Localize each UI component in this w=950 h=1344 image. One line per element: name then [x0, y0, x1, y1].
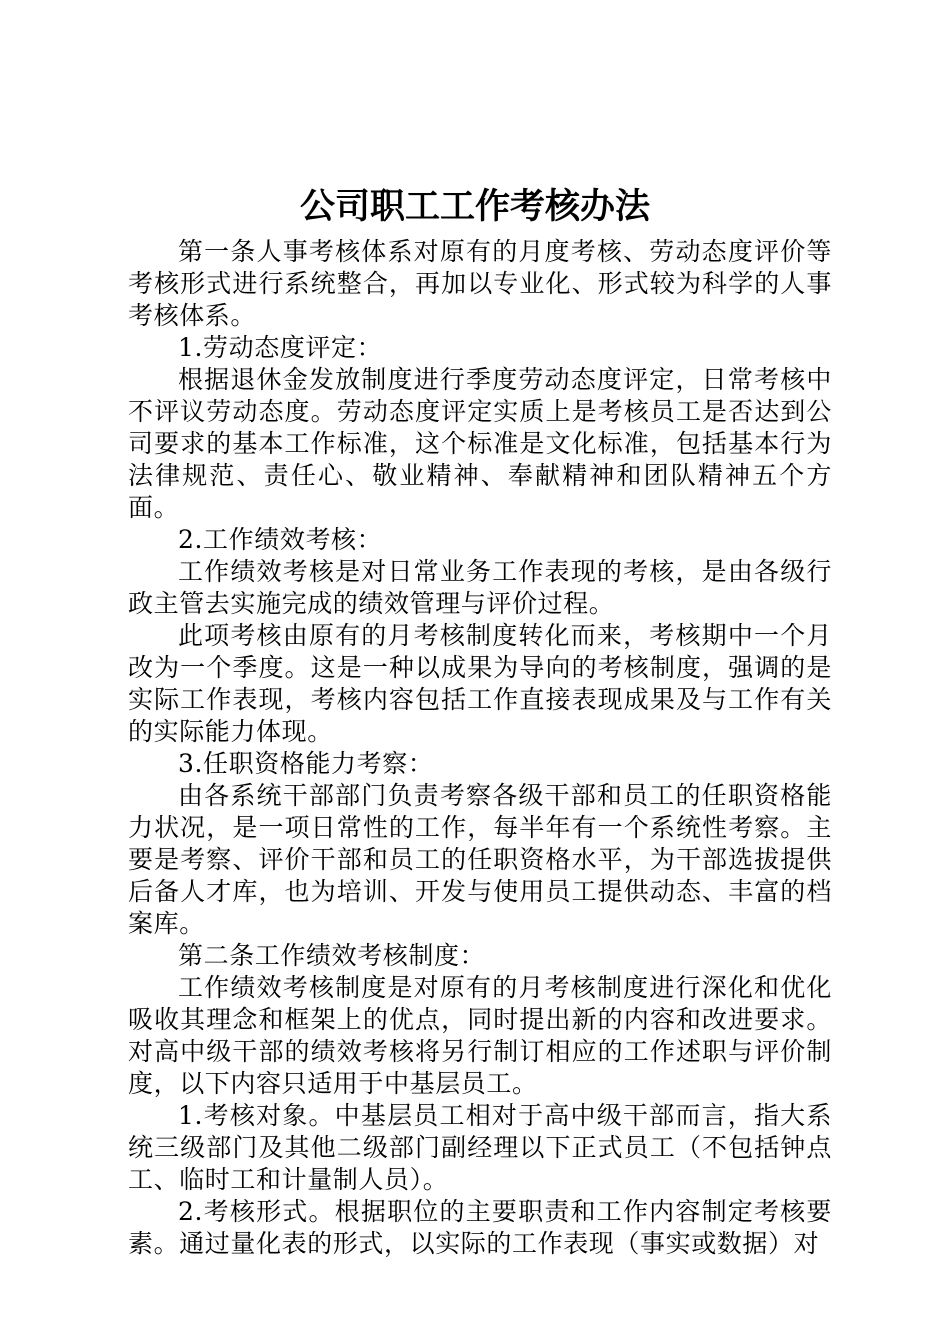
document-body: [128, 236, 832, 1260]
paragraph: 1.考核对象。中基层员工相对于高中级干部而言，指大系统三级部门及其他二级部门副经理以下正式员工（不包括钟点工、临时工和计量制人员）。: [128, 1101, 832, 1194]
paragraph: 3.任职资格能力考察：: [178, 749, 434, 778]
paragraph: 2.工作绩效考核：: [178, 525, 383, 554]
paragraph: 工作绩效考核是对日常业务工作表现的考核，是由各级行政主管去实施完成的绩效管理与评价过程。: [128, 557, 832, 618]
paragraph: 第一条人事考核体系对原有的月度考核、劳动态度评价等考核形式进行系统整合，再加以专业化、形式较为科学的人事考核体系。: [128, 237, 832, 330]
paragraph: 由各系统干部部门负责考察各级干部和员工的任职资格能力状况，是一项日常性的工作，每半年有一个系统性考察。主要是考察、评价干部和员工的任职资格水平，为干部选拔提供后备人才库，也为培训、开发与使用员工提供动态、丰富的档案库。: [128, 781, 832, 938]
paragraph: 根据退休金发放制度进行季度劳动态度评定，日常考核中不评议劳动态度。劳动态度评定实质上是考核员工是否达到公司要求的基本工作标准，这个标准是文化标准，包括基本行为法律规范、责任心、敬业精神、奉献精神和团队精神五个方面。: [128, 365, 832, 522]
paragraph: 工作绩效考核制度是对原有的月考核制度进行深化和优化吸收其理念和框架上的优点，同时提出新的内容和改进要求。对高中级干部的绩效考核将另行制订相应的工作述职与评价制度，以下内容只适用于中基层员工。: [128, 973, 832, 1098]
paragraph: 第二条工作绩效考核制度：: [178, 941, 486, 970]
paragraph: 1.劳动态度评定：: [178, 333, 383, 362]
document-title: 公司职工工作考核办法: [299, 186, 650, 227]
paragraph: 2.考核形式。根据职位的主要职责和工作内容制定考核要素。通过量化表的形式，以实际的工作表现（事实或数据）对: [128, 1197, 832, 1258]
paragraph: 此项考核由原有的月考核制度转化而来，考核期中一个月改为一个季度。这是一种以成果为导向的考核制度，强调的是实际工作表现，考核内容包括工作直接表现成果及与工作有关的实际能力体现。: [128, 621, 832, 746]
